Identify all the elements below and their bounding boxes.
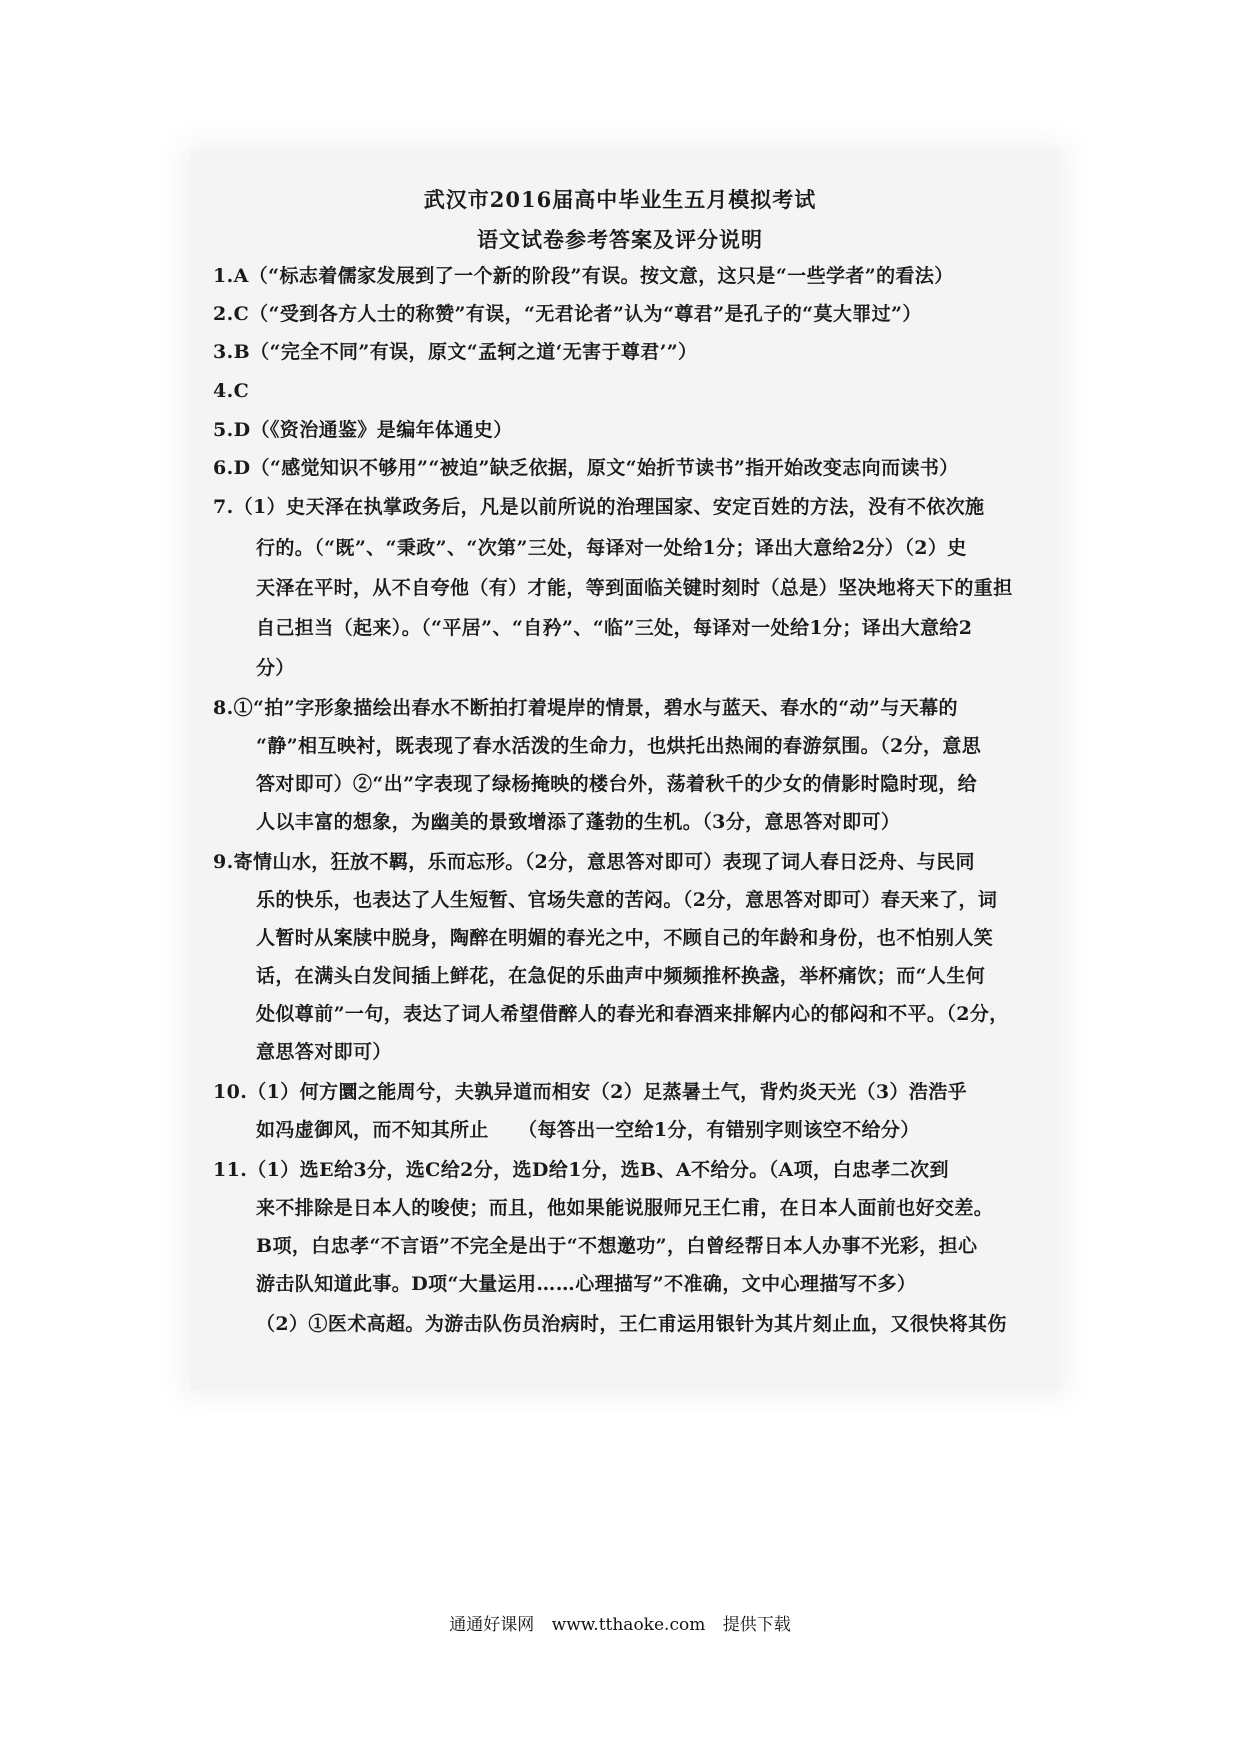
answer-line: 如冯虚御风，而不知其所止 （每答出一空给1分，有错别字则该空不给分）	[256, 1119, 920, 1141]
answer-line: 7.（1）史天泽在执掌政务后，凡是以前所说的治理国家、安定百姓的方法，没有不依次施	[213, 496, 985, 518]
answer-line: 4.C	[213, 380, 250, 402]
answer-line: 答对即可）②“出”字表现了绿杨掩映的楼台外，荡着秋千的少女的倩影时隐时现，给	[256, 773, 978, 795]
answer-line: 10.（1）何方圜之能周兮，夫孰异道而相安（2）足蒸暑土气，背灼炎天光（3）浩浩乎	[213, 1081, 968, 1103]
answer-line: 6.D（“感觉知识不够用”“被迫”缺乏依据，原文“始折节读书”指开始改变志向而读书）	[213, 457, 959, 479]
answer-line: 1.A（“标志着儒家发展到了一个新的阶段”有误。按文意，这只是“一些学者”的看法）	[213, 265, 954, 287]
answer-line: 11.（1）选E给3分，选C给2分，选D给1分，选B、A不给分。（A项，白忠孝二次到	[213, 1159, 949, 1181]
answer-line: 3.B（“完全不同”有误，原文“孟轲之道‘无害于尊君’”）	[213, 341, 698, 363]
answer-line: 5.D（《资治通鉴》是编年体通史）	[213, 419, 513, 441]
answer-line: 来不排除是日本人的唆使；而且，他如果能说服师兄王仁甫，在日本人面前也好交差。	[256, 1197, 994, 1219]
answer-line: 人暂时从案牍中脱身，陶醉在明媚的春光之中，不顾自己的年龄和身份，也不怕别人笑	[256, 927, 994, 949]
footer	[0, 1610, 1240, 1635]
answer-line: 人以丰富的想象，为幽美的景致增添了蓬勃的生机。（3分，意思答对即可）	[256, 811, 901, 833]
answer-line: 游击队知道此事。D项“大量运用……心理描写”不准确，文中心理描写不多）	[256, 1273, 917, 1295]
answer-line: 行的。（“既”、“秉政”、“次第”三处，每译对一处给1分；译出大意给2分）（2）史	[256, 537, 967, 559]
answer-line: 意思答对即可）	[256, 1041, 392, 1063]
exam-title: 武汉市2016届高中毕业生五月模拟考试	[423, 187, 817, 212]
answer-line: 8.①“拍”字形象描绘出春水不断拍打着堤岸的情景，碧水与蓝天、春水的“动”与天幕的	[213, 697, 958, 719]
answer-line: 分）	[256, 657, 295, 679]
answer-line: 天泽在平时，从不自夸他（有）才能，等到面临关键时刻时（总是）坚决地将天下的重担	[256, 577, 1013, 599]
answer-line: B项，白忠孝“不言语”不完全是出于“不想邀功”，白曾经帮日本人办事不光彩，担心	[256, 1235, 978, 1257]
answer-line: 话，在满头白发间插上鲜花，在急促的乐曲声中频频推杯换盏，举杯痛饮；而“人生何	[256, 965, 986, 987]
exam-subtitle: 语文试卷参考答案及评分说明	[477, 227, 763, 252]
answer-line: （2）①医术高超。为游击队伤员治病时，王仁甫运用银针为其片刻止血，又很快将其伤	[256, 1313, 1007, 1335]
footer-provider: 提供下载	[722, 1615, 791, 1635]
answer-line: 自己担当（起来）。（“平居”、“自矜”、“临”三处，每译对一处给1分；译出大意给2	[256, 617, 973, 639]
answer-line: 2.C（“受到各方人士的称赞”有误，“无君论者”认为“尊君”是孔子的“莫大罪过”）	[213, 303, 922, 325]
answer-line: 9.寄情山水，狂放不羁，乐而忘形。（2分，意思答对即可）表现了词人春日泛舟、与民同	[213, 851, 975, 873]
answer-line: 乐的快乐，也表达了人生短暂、官场失意的苦闷。（2分，意思答对即可）春天来了，词	[256, 889, 998, 911]
footer-site-name: 通通好课网	[449, 1615, 535, 1635]
footer-url: www.tthaoke.com	[551, 1615, 706, 1635]
answer-line: “静”相互映衬，既表现了春水活泼的生命力，也烘托出热闹的春游氛围。（2分，意思	[256, 735, 982, 757]
answer-line: 处似尊前”一句，表达了词人希望借醉人的春光和春酒来排解内心的郁闷和不平。（2分，	[256, 1003, 1009, 1025]
